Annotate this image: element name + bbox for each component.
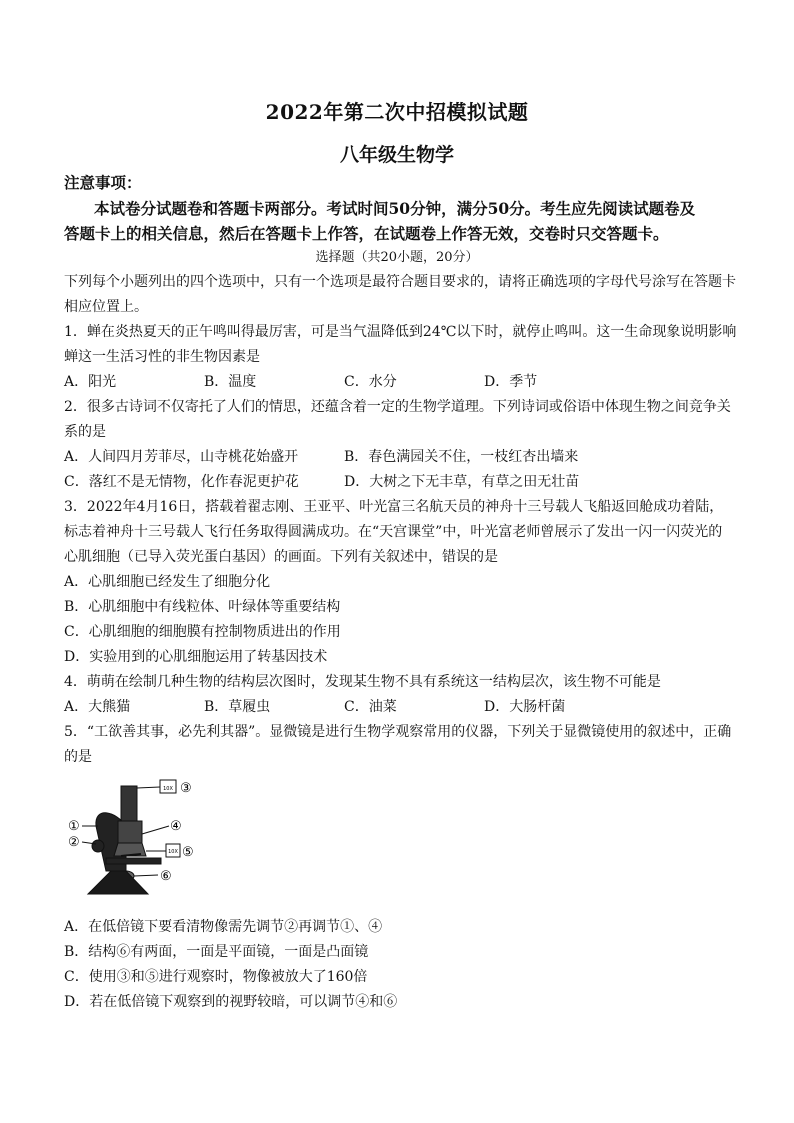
answer-option[interactable]: A．人间四月芳菲尽，山寺桃花始盛开 [64,449,299,465]
answer-option[interactable]: B．春色满园关不住，一枝红杏出墙来 [344,449,579,465]
answer-option[interactable]: D．季节 [484,374,538,390]
exam-subtitle: 八年级生物学 [339,144,454,166]
question-stem: 5．“工欲善其事，必先利其器”。显微镜是进行生物学观察常用的仪器，下列关于显微镜使用的叙述中，正确 [64,724,732,740]
microscope-knob [92,840,104,852]
answer-option[interactable]: C．使用③和⑤进行观察时，物像被放大了160倍 [64,969,368,985]
question-stem: 心肌细胞（已导入荧光蛋白基因）的画面。下列有关叙述中，错误的是 [64,549,498,565]
figure-label-2: ② [68,835,80,850]
figure-label-3: ③ [180,781,192,796]
figure-label-5: ⑤ [182,845,194,860]
notice-line: 本试卷分试题卷和答题卡两部分。考试时间50分钟，满分50分。考生应先阅读试题卷及 [94,199,696,218]
microscope-objectives [114,843,146,856]
question-stem: 蝉这一生活习性的非生物因素是 [64,349,260,365]
section-instruction: 相应位置上。 [64,299,148,315]
microscope-base [88,871,148,894]
question-stem: 1．蝉在炎热夏天的正午鸣叫得最厉害，可是当气温降低到24℃以下时，就停止鸣叫。这一生命现象说明影响 [64,324,737,340]
answer-option[interactable]: B．结构⑥有两面，一面是平面镜，一面是凸面镜 [64,944,369,960]
answer-option[interactable]: C．水分 [344,374,397,390]
question-stem: 2．很多古诗词不仅寄托了人们的情思，还蕴含着一定的生物学道理。下列诗词或俗语中体现生物之间竞争关 [64,399,731,415]
question-stem: 系的是 [64,424,106,440]
figure-label-6: ⑥ [160,869,172,884]
answer-option[interactable]: A．阳光 [64,374,117,390]
question-stem: 的是 [64,749,92,765]
answer-option[interactable]: C．心肌细胞的细胞膜有控制物质进出的作用 [64,624,341,640]
eyepiece-lens-text: 10X [163,786,173,792]
figure-label-4: ④ [170,819,182,834]
exam-title: 2022年第二次中招模拟试题 [265,100,529,124]
answer-option[interactable]: C．落红不是无情物，化作春泥更护花 [64,474,299,490]
answer-option[interactable]: A．大熊猫 [64,699,131,715]
section-instruction: 下列每个小题列出的四个选项中，只有一个选项是最符合题目要求的，请将正确选项的字母代号涂写在答题卡 [64,274,736,290]
objective-lens-text: 10X [168,849,178,855]
answer-option[interactable]: D．大肠杆菌 [484,699,566,715]
answer-option[interactable]: D．大树之下无丰草，有草之田无壮苗 [344,474,580,490]
answer-option[interactable]: B．温度 [204,374,257,390]
answer-option[interactable]: D．若在低倍镜下观察到的视野较暗，可以调节④和⑥ [64,994,398,1010]
microscope-figure [66,776,216,906]
notice-heading: 注意事项： [64,173,142,192]
answer-option[interactable]: C．油菜 [344,699,397,715]
answer-option[interactable]: D．实验用到的心肌细胞运用了转基因技术 [64,649,328,665]
microscope-stage [106,858,161,864]
notice-line: 答题卡上的相关信息，然后在答题卡上作答，在试题卷上作答无效，交卷时只交答题卡。 [64,224,669,243]
answer-option[interactable]: B．草履虫 [204,699,271,715]
answer-option[interactable]: A．心肌细胞已经发生了细胞分化 [64,574,271,590]
figure-label-1: ① [68,819,80,834]
microscope-eyepiece [121,786,137,826]
question-stem: 4．萌萌在绘制几种生物的结构层次图时，发现某生物不具有系统这一结构层次，该生物不可能是 [64,674,661,690]
answer-option[interactable]: A．在低倍镜下要看清物像需先调节②再调节①、④ [64,919,383,935]
microscope-tube [118,821,142,843]
section-title: 选择题（共20小题，20分） [315,250,479,265]
question-stem: 标志着神舟十三号载人飞行任务取得圆满成功。在“天宫课堂”中，叶光富老师曾展示了发出一闪一闪荧光的 [64,524,723,540]
answer-option[interactable]: B．心肌细胞中有线粒体、叶绿体等重要结构 [64,599,341,615]
question-stem: 3．2022年4月16日，搭载着翟志刚、王亚平、叶光富三名航天员的神舟十三号载人飞船返回舱成功着陆， [64,499,724,515]
